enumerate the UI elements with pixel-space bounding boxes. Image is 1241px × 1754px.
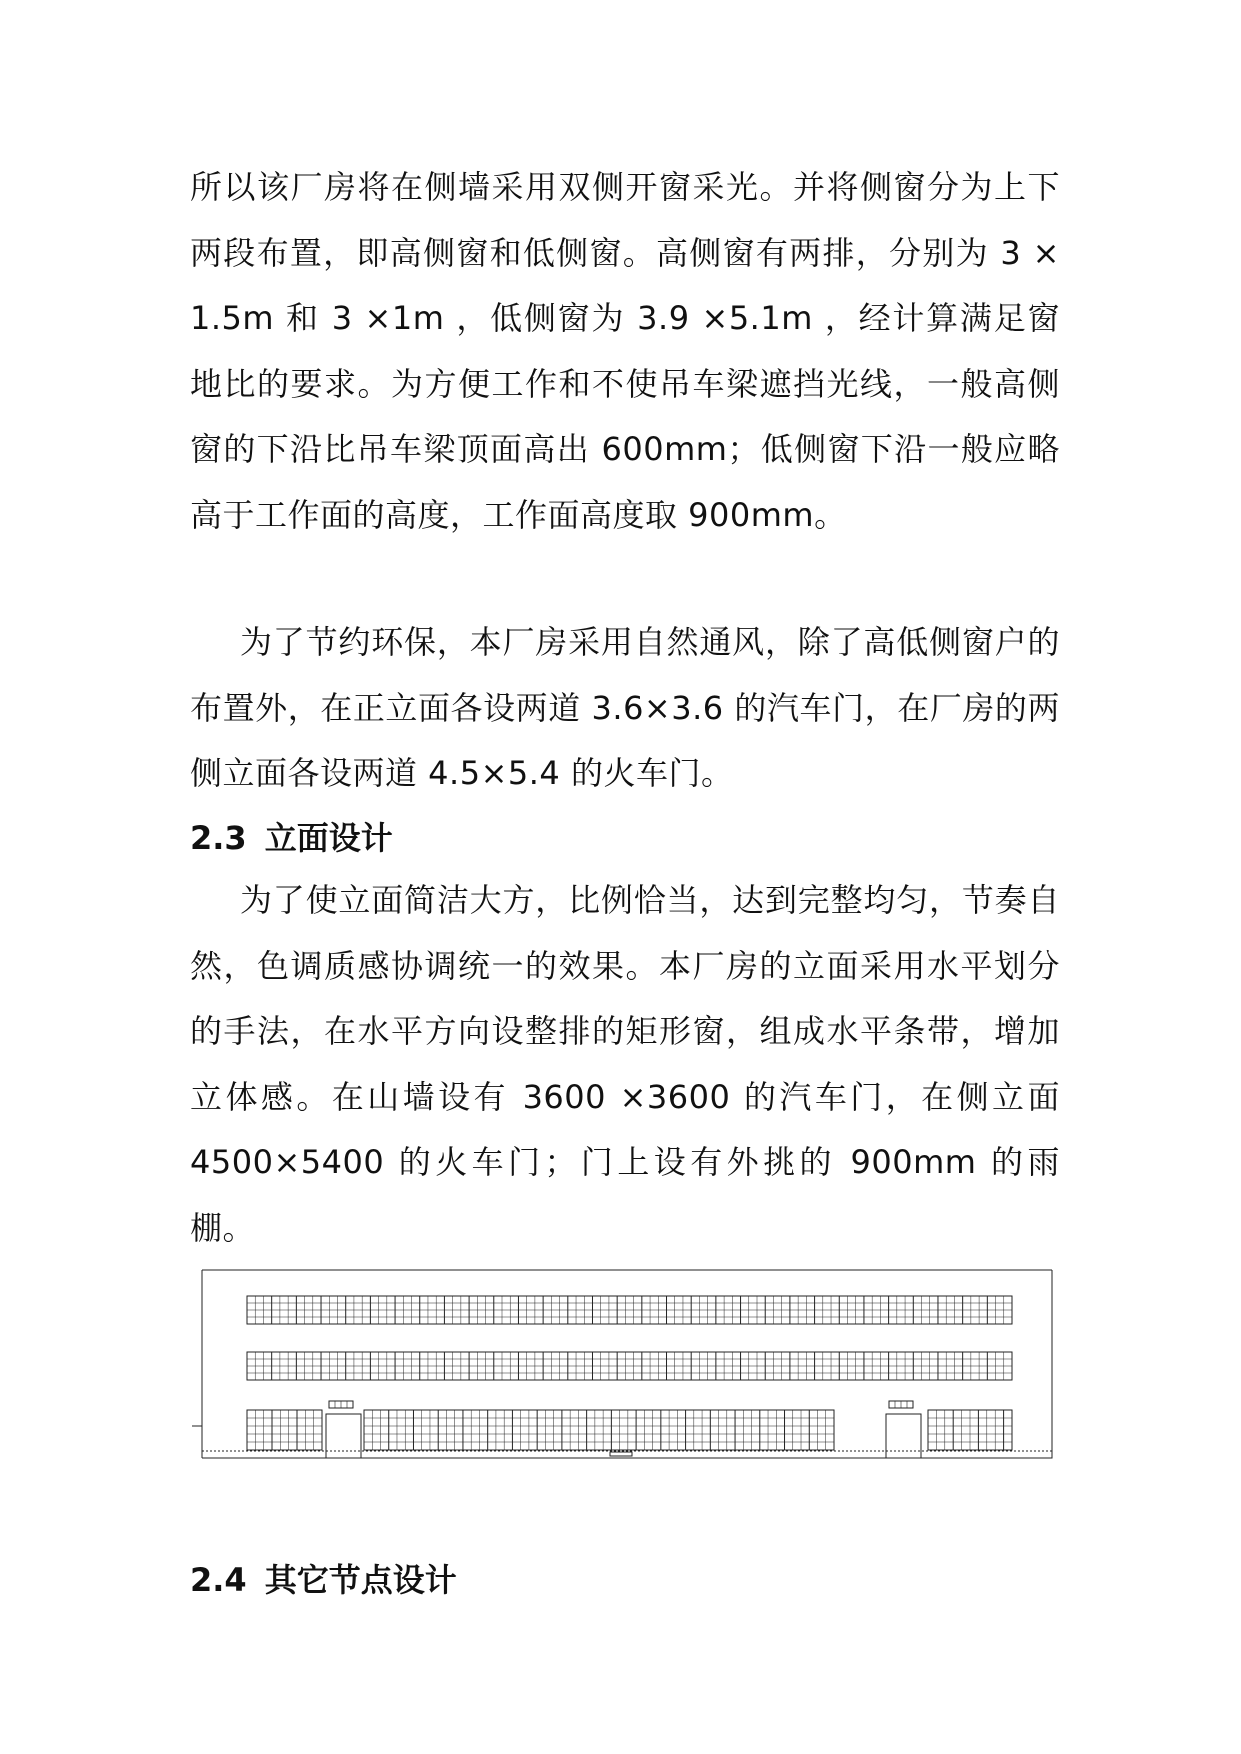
window-frame xyxy=(364,1410,834,1450)
high-window-row-lower xyxy=(247,1352,1012,1380)
section-heading-2-3 xyxy=(190,818,393,858)
elevation-drawing xyxy=(192,1262,1062,1482)
low-window-right xyxy=(928,1410,1012,1450)
section-title: 其它节点设计 xyxy=(264,1561,457,1599)
paragraph-ventilation: 为了节约环保，本厂房采用自然通风，除了高低侧窗户的布置外，在正立面各设两道 3.6×3.6 的汽车门，在厂房的两侧立面各设两道 4.5×5.4 的火车门。 xyxy=(190,623,1060,792)
low-window-left xyxy=(247,1410,322,1450)
paragraph-lighting: 所以该厂房将在侧墙采用双侧开窗采光。并将侧窗分为上下两段布置，即高侧窗和低侧窗。高侧窗有两排，分别为 3 × 1.5m 和 3 ×1m ，低侧窗为 3.9 ×5.1m ，经计算满足窗地比的要求。为方便工作和不使吊车梁遮挡光线，一般高侧窗的下沿比吊车梁顶面高出 600mm；低侧窗下沿一般应略高于工作面的高度，工作面高度取 900mm。 xyxy=(190,168,1060,534)
section-number: 2.3 xyxy=(190,819,247,857)
center-marker xyxy=(610,1452,632,1456)
paragraph-elevation: 为了使立面简洁大方，比例恰当，达到完整均匀，节奏自然，色调质感协调统一的效果。本厂房的立面采用水平划分的手法，在水平方向设整排的矩形窗，组成水平条带，增加立体感。在山墙设有 3600 ×3600 的汽车门，在侧立面 4500×5400 的火车门；门上设有外挑的 900mm 的雨棚。 xyxy=(190,881,1060,1247)
high-window-row-upper xyxy=(247,1296,1012,1324)
low-window-middle xyxy=(364,1410,834,1450)
section-number: 2.4 xyxy=(190,1561,247,1599)
window-frame xyxy=(247,1410,322,1450)
section-title: 立面设计 xyxy=(264,819,393,857)
section-heading-2-4 xyxy=(190,1560,457,1600)
